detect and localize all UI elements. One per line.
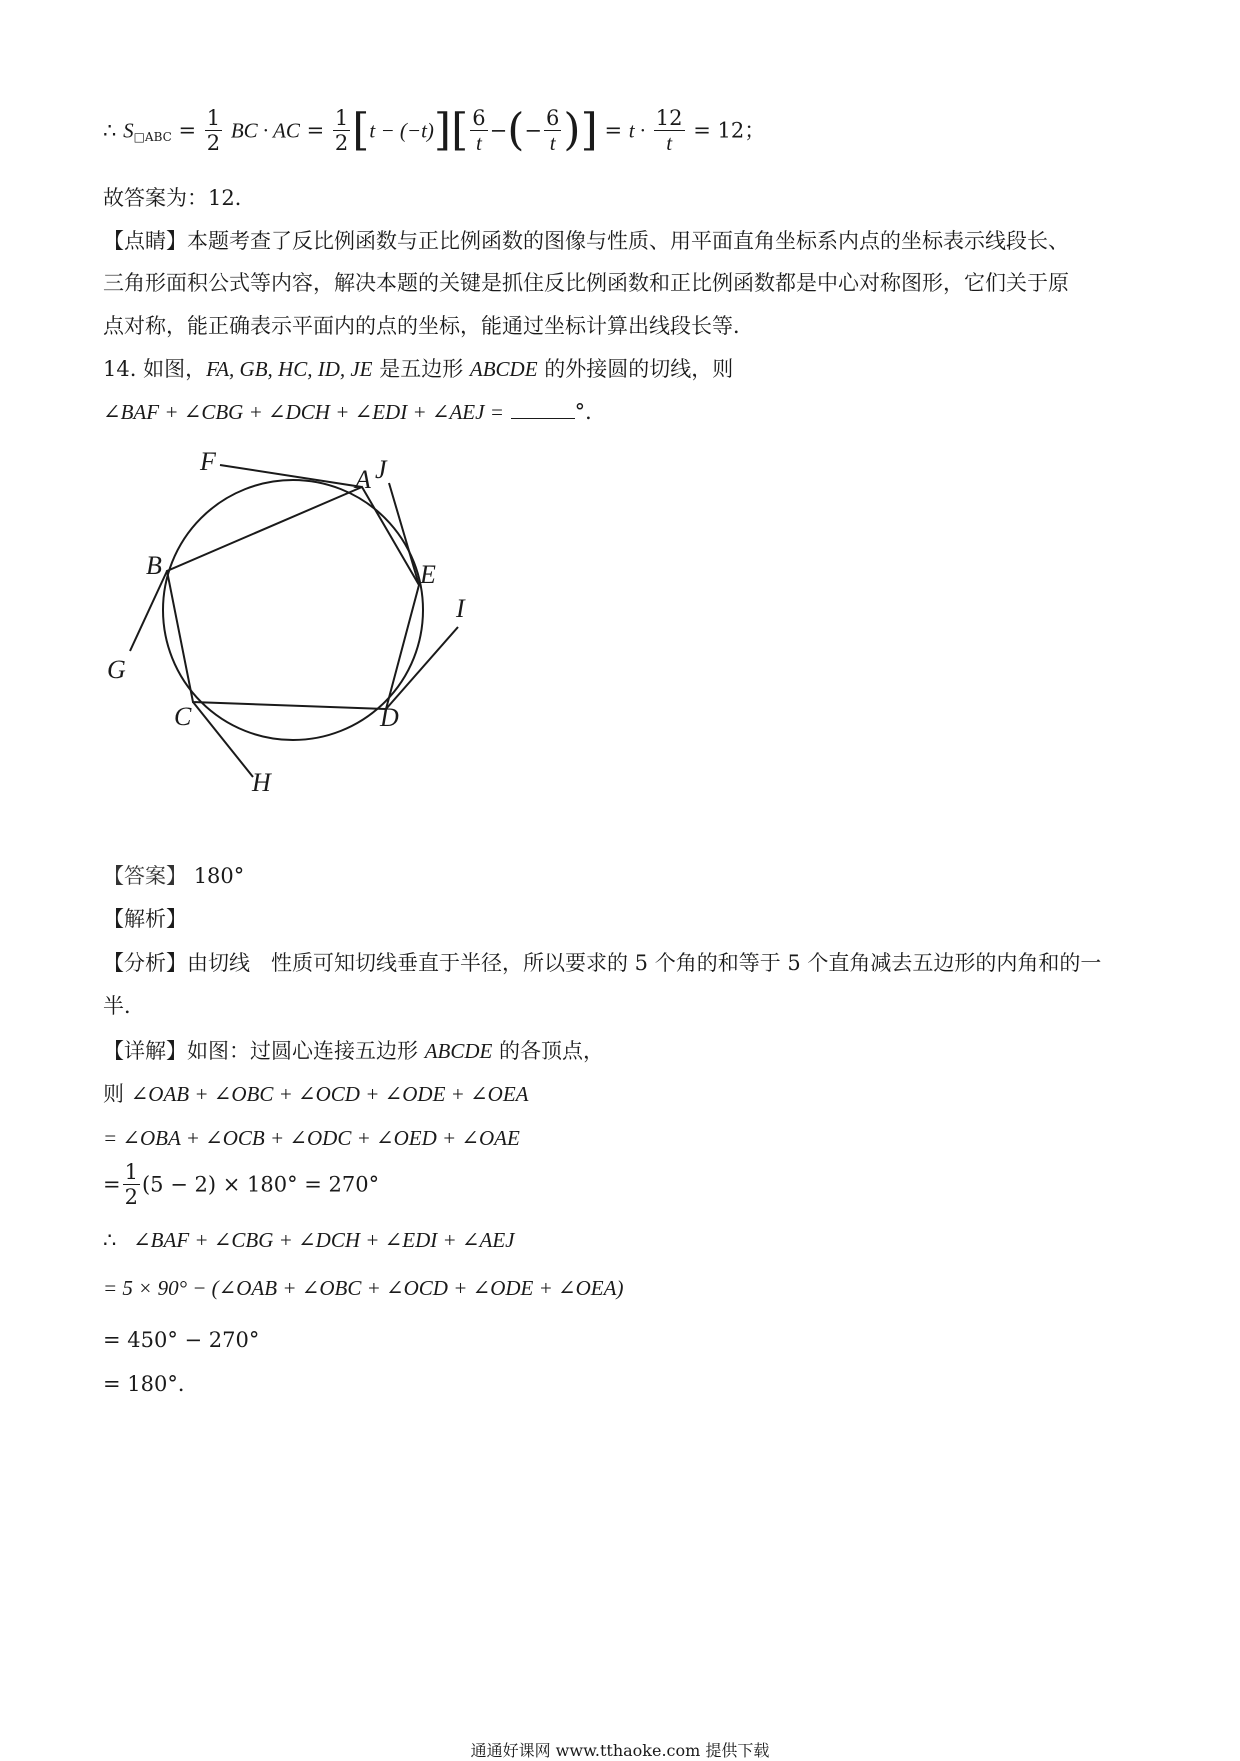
tangent-je xyxy=(389,483,419,585)
step3-denominator: 2 xyxy=(124,1185,138,1209)
fenxi-text-1: 由切线 性质可知切线垂直于半径，所以要求的 5 个角的和等于 5 个直角减去五边形的内角和的一 xyxy=(187,951,1102,975)
detail-step5: = 5 × 90° − (∠OAB + ∠OBC + ∠OCD + ∠ODE + ∠OEA) xyxy=(103,1276,624,1300)
answer-13: 故答案为：12． xyxy=(103,186,256,210)
label-g: G xyxy=(107,655,126,684)
pentagon-abcde xyxy=(167,487,419,709)
label-a: A xyxy=(355,465,371,494)
step3-rest: (5 − 2) × 180° = 270° xyxy=(141,1172,380,1197)
six-numerator: 6 xyxy=(472,106,486,130)
left-paren: ( xyxy=(507,104,525,156)
right-paren: ) xyxy=(563,104,581,156)
question-intro: 如图， xyxy=(143,357,207,381)
detail-step6: = 450° − 270° xyxy=(103,1328,260,1352)
detail-intro-tail: 的各顶点， xyxy=(499,1039,605,1063)
equals-sign: = xyxy=(178,118,197,143)
label-i: I xyxy=(456,594,465,623)
degree-end: °． xyxy=(574,400,607,424)
minus-sign: − xyxy=(489,118,508,143)
twelve-over-t xyxy=(654,106,685,155)
step3-fraction xyxy=(123,1160,140,1209)
step1-prefix: 则 xyxy=(103,1082,124,1106)
comment-13-line2: 三角形面积公式等内容，解决本题的关键是抓住反比例函数和正比例函数都是中心对称图形，它们关于原 xyxy=(103,271,1069,295)
therefore-symbol: ∴ xyxy=(103,118,117,143)
t-difference: t − (−t) xyxy=(369,118,434,143)
twelve-numerator: 12 xyxy=(655,106,683,130)
angle-sum: ∠BAF + ∠CBG + ∠DCH + ∠EDI + ∠AEJ = xyxy=(103,400,504,424)
detail-step1 xyxy=(103,1080,529,1108)
label-e: E xyxy=(420,560,436,589)
left-bracket: [ xyxy=(352,104,370,156)
label-f: F xyxy=(200,447,216,476)
detail-pentagon: ABCDE xyxy=(424,1039,493,1063)
comment-text-1: 本题考查了反比例函数与正比例函数的图像与性质、用平面直角坐标系内点的坐标表示线段长、 xyxy=(187,229,1069,253)
page-footer: 通通好课网 www.tthaoke.com 提供下载 xyxy=(470,1741,770,1760)
bc-ac-product: BC · AC xyxy=(230,118,300,143)
question-number: 14. xyxy=(103,357,137,381)
detail-tag: 【详解】 xyxy=(103,1039,187,1063)
analysis-tag: 【解析】 xyxy=(103,907,187,931)
t-denominator-2: t xyxy=(549,131,556,155)
comment-13-line3: 点对称，能正确表示平面内的点的坐标，能通过坐标计算出线段长等． xyxy=(103,314,754,338)
tangent-gb xyxy=(130,571,167,651)
answer-value: 180° xyxy=(193,864,245,888)
fenxi-line2: 半． xyxy=(103,994,145,1018)
t-denominator: t xyxy=(476,131,482,155)
area-symbol: S xyxy=(123,118,134,143)
area-subscript: □ABC xyxy=(133,130,172,145)
step3-eq: = xyxy=(103,1172,121,1197)
label-d: D xyxy=(380,703,399,732)
equals-sign-2: = xyxy=(306,118,325,143)
detail-step2: = ∠OBA + ∠OCB + ∠ODC + ∠OED + ∠OAE xyxy=(103,1126,520,1150)
label-j: J xyxy=(375,455,387,484)
fenxi-line1 xyxy=(103,949,1101,977)
half-numerator: 1 xyxy=(206,106,221,130)
label-h: H xyxy=(252,768,271,797)
comment-tag: 【点睛】 xyxy=(103,229,187,253)
label-b: B xyxy=(146,551,162,580)
tangent-hc xyxy=(193,702,253,777)
left-bracket-2: [ xyxy=(451,104,469,156)
fenxi-tag: 【分析】 xyxy=(103,951,187,975)
equals-sign-3: = xyxy=(604,118,623,143)
area-result: = 12 xyxy=(693,118,745,143)
question-mid: 是五边形 xyxy=(379,357,464,381)
label-c: C xyxy=(174,702,192,731)
half-numerator-2: 1 xyxy=(334,106,349,130)
right-bracket: ] xyxy=(433,104,452,156)
step1-expr: ∠OAB + ∠OBC + ∠OCD + ∠ODE + ∠OEA xyxy=(130,1082,529,1106)
step3-numerator: 1 xyxy=(124,1160,138,1184)
pentagon-name: ABCDE xyxy=(469,357,538,381)
half-denominator: 2 xyxy=(206,131,221,155)
detail-intro xyxy=(103,1037,604,1065)
geometry-figure xyxy=(0,0,600,900)
detail-step4 xyxy=(103,1226,515,1254)
semicolon: ； xyxy=(744,118,766,143)
half-denominator-2: 2 xyxy=(334,131,349,155)
t-denominator-3: t xyxy=(666,131,673,155)
tangent-list: FA, GB, HC, ID, JE xyxy=(206,357,373,381)
six-numerator-2: 6 xyxy=(546,106,560,130)
t-times: t · xyxy=(628,118,646,143)
circumscribed-circle xyxy=(163,480,423,740)
detail-step7: = 180°． xyxy=(103,1372,199,1396)
minus-sign-2: − xyxy=(524,118,543,143)
therefore-symbol-2: ∴ xyxy=(103,1228,117,1252)
answer-tag: 【答案】 xyxy=(103,864,187,888)
answer-line xyxy=(103,862,244,890)
detail-intro-text: 如图：过圆心连接五边形 xyxy=(187,1039,418,1063)
question-tail: 的外接圆的切线，则 xyxy=(544,357,734,381)
detail-step3 xyxy=(103,1160,379,1220)
right-bracket-2: ] xyxy=(580,104,598,156)
step4-expr: ∠BAF + ∠CBG + ∠DCH + ∠EDI + ∠AEJ xyxy=(133,1228,515,1252)
tangent-fa xyxy=(220,465,362,487)
